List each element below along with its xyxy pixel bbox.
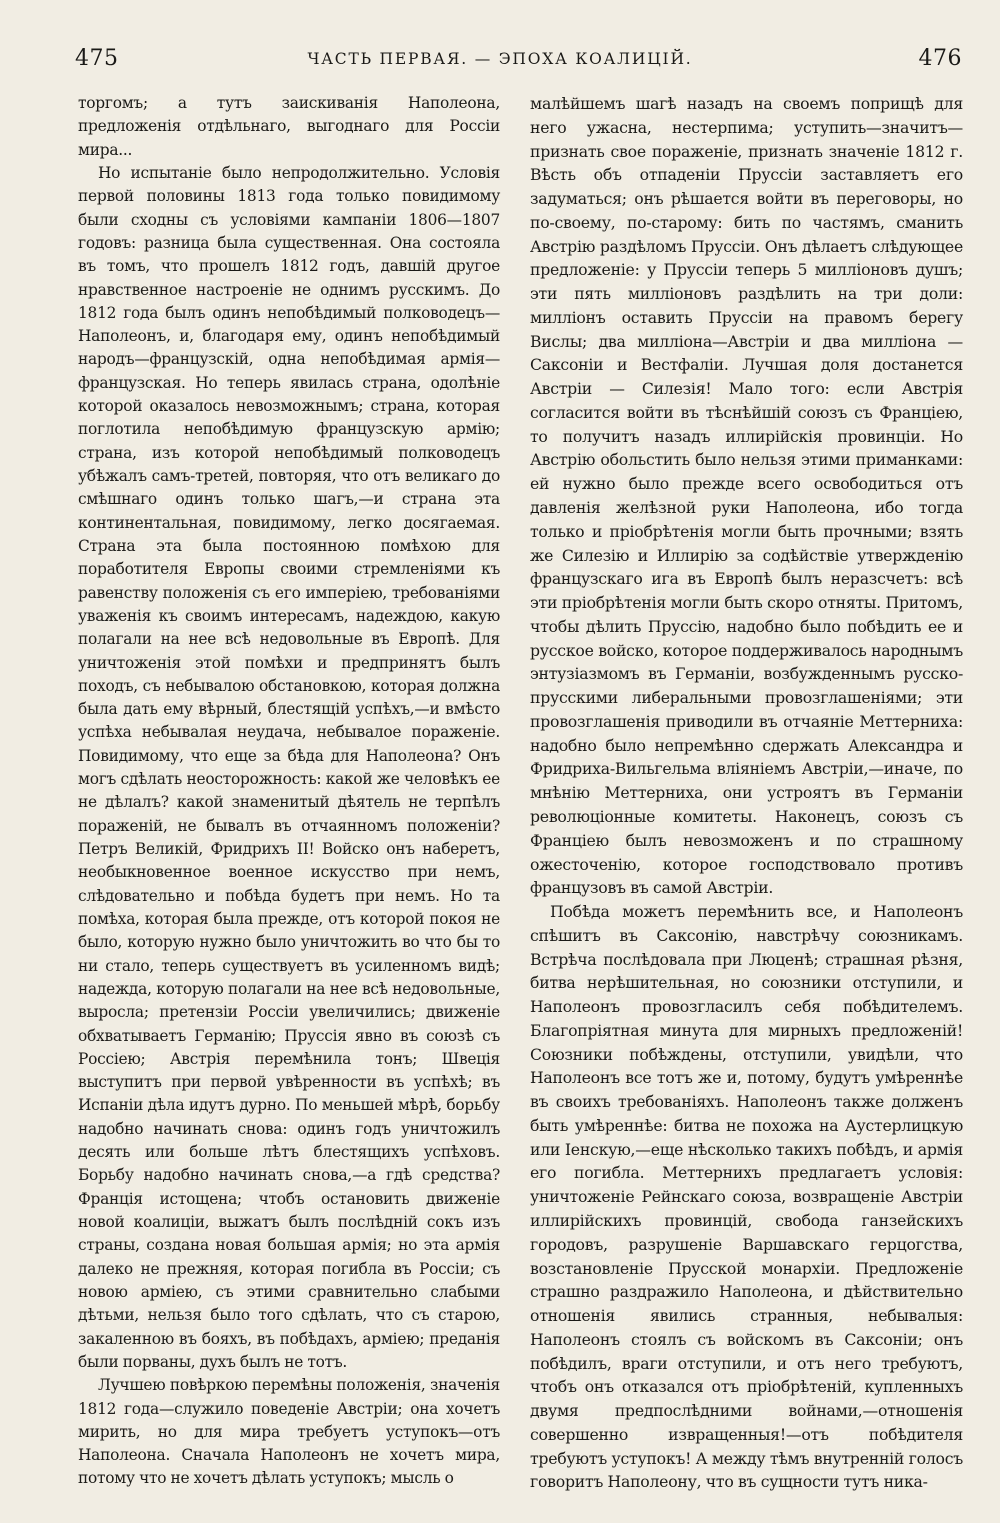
left-paragraph-trial: Но испытаніе было непродолжительно. Условія первой половины 1813 года только повидимому были сходны съ условіями кампаніи 1806—1807 годовъ: разница была существенная. Она состояла въ томъ, что прошелъ 1812 годъ, давшій другое нравственное настроеніе не однимъ русскимъ. До 1812 года былъ одинъ непобѣдимый полководецъ—Наполеонъ, и, благодаря ему, одинъ непобѣдимый народъ—французскій, одна непобѣдимая армія—французская. Но теперь явилась страна, одолѣніе которой оказалось невозможнымъ; страна, которая поглотила непобѣдимую французскую армію; страна, изъ которой непобѣдимый полководецъ убѣжалъ самъ-третей, повторяя, что отъ великаго до смѣшнаго одинъ только шагъ,—и страна эта континентальная, повидимому, легко досягаемая. Страна эта была постоянною помѣхою для поработителя Европы своими стремленіями къ равенству положенія съ его имперіею, требованіями уваженія къ своимъ интересамъ, надеждою, какую полагали на нее всѣ недовольные въ Европѣ. Для уничтоженія этой помѣхи и предпринятъ былъ походъ, съ небывалою обстановкою, которая должна была дать ему вѣрный, блестящій успѣхъ,—и вмѣсто успѣха небывалая неудача, небывалое пораженіе. Повидимому, что еще за бѣда для Наполеона? Онъ могъ сдѣлать неосторожность: какой же человѣкъ ее не дѣлалъ? какой знаменитый дѣятель не терпѣлъ пораженій, не бывалъ въ отчаянномъ положеніи? Петръ Великій, Фридрихъ II! Войско онъ наберетъ, необыкновенное военное искусство при немъ, слѣдовательно и побѣда будетъ при немъ. Но та помѣха, которая была прежде, отъ которой покоя не было, которую нужно было уничтожить во что бы то ни стало, теперь существуетъ въ усиленномъ видѣ; надежда, которую полагали на нее всѣ недовольные, выросла; претензіи Россіи увеличились; движеніе обхватываетъ Германію; Пруссія явно въ союзѣ съ Россіею; Австрія перемѣнила тонъ; Швеція выступитъ при первой увѣренности въ успѣхѣ; въ Испаніи дѣла идутъ дурно. По меньшей мѣрѣ, борьбу надобно начинать снова: одинъ годъ уничтожилъ десять или больше лѣтъ блестящихъ успѣховъ. Борьбу надобно начинать снова,—а гдѣ средства? Франція истощена; чтобъ остановить движеніе новой коалиціи, выжатъ былъ послѣдній сокъ изъ страны, создана новая большая армія; но эта армія далеко не прежняя, которая погибла въ Россіи; съ новою арміею, съ этими сравнительно слабыми дѣтьми, нельзя было того сдѣлать, что съ старою, закаленною въ бояхъ, въ побѣдахъ, арміею; преданія были порваны, духъ былъ не тотъ. <box>78 163 500 1371</box>
left-paragraph-continuation: торгомъ; а тутъ заискиванія Наполеона, предложенія отдѣльнаго, выгоднаго для Россіи мира... <box>78 94 500 159</box>
running-title: ЧАСТЬ ПЕРВАЯ. — ЭПОХА КОАЛИЦІЙ. <box>307 50 693 68</box>
left-page-number: 475 <box>75 46 119 71</box>
right-text-column <box>530 92 963 1494</box>
right-paragraph-victory: Побѣда можетъ перемѣнить все, и Наполеонъ спѣшитъ въ Саксонію, навстрѣчу союзникамъ. Встрѣча послѣдовала при Люценѣ; страшная рѣзня, битва нерѣшительная, но союзники отступили, и Наполеонъ провозгласилъ себя побѣдителемъ. Благопріятная минута для мирныхъ предложеній! Союзники побѣждены, отступили, увидѣли, что Наполеонъ все тотъ же и, потому, будутъ умѣреннѣе въ своихъ требованіяхъ. Наполеонъ также долженъ быть умѣреннѣе: битва не похожа на Аустерлицкую или Іенскую,—еще нѣсколько такихъ побѣдъ, и армія его погибла. Меттернихъ предлагаетъ условія: уничтоженіе Рейнскаго союза, возвращеніе Австріи иллирійскихъ провинцій, свобода ганзейскихъ городовъ, разрушеніе Варшавскаго герцогства, возстановленіе Прусской монархіи. Предложеніе страшно раздражило Наполеона, и дѣйствительно отношенія явились странныя, небывалыя: Наполеонъ стоялъ съ войскомъ въ Саксоніи; онъ побѣдилъ, враги отступили, и отъ него требуютъ, чтобъ онъ отказался отъ пріобрѣтеній, купленныхъ двумя предпослѣдними войнами,—отношенія совершенно извращенныя!—отъ побѣдителя требуютъ уступокъ! А между тѣмъ внутренній голосъ говоритъ Наполеону, что въ сущности тутъ ника- <box>530 902 963 1492</box>
right-paragraph-continuation: малѣйшемъ шагѣ назадъ на своемъ поприщѣ для него ужасна, нестерпима; уступить—значитъ—признать свое пораженіе, признать значеніе 1812 г. Вѣсть объ отпаденіи Пруссіи заставляетъ его задуматься; онъ рѣшается войти въ переговоры, но по-своему, по-старому: бить по частямъ, сманить Австрію раздѣломъ Пруссіи. Онъ дѣлаетъ слѣдующее предложеніе: у Пруссіи теперь 5 милліоновъ душъ; эти пять милліоновъ раздѣлить на три доли: милліонъ оставить Пруссіи на правомъ берегу Вислы; два милліона—Австріи и два милліона — Саксоніи и Вестфаліи. Лучшая доля достанется Австріи — Силезія! Мало того: если Австрія согласится войти въ тѣснѣйшій союзъ съ Франціею, то получитъ назадъ иллирійскія провинціи. Но Австрію обольстить было нельзя этими приманками: ей нужно было прежде всего освободиться отъ давленія желѣзной руки Наполеона, ибо тогда только и пріобрѣтенія могли быть прочными; взять же Силезію и Иллирію за содѣйствіе утвержденію французскаго ига въ Европѣ былъ неразсчетъ: всѣ эти пріобрѣтенія могли быть скоро отняты. Притомъ, чтобы дѣлить Пруссію, надобно было побѣдить ее и русское войско, которое поддерживалось народнымъ энтузіазмомъ въ Германіи, возбужденнымъ русско-прусскими либеральными провозглашеніями; эти провозглашенія приводили въ отчаяніе Меттерниха: надобно было непремѣнно сдержать Александра и Фридриха-Вильгельма вліяніемъ Австріи,—иначе, по мнѣнію Меттерниха, они устроятъ въ Германіи революціонные комитеты. Наконецъ, союзъ съ Франціею былъ невозможенъ и по страшному ожесточенію, которое господствовало противъ французовъ въ самой Австріи. <box>530 94 963 898</box>
left-paragraph-austria: Лучшею повѣркою перемѣны положенія, значенія 1812 года—служило поведеніе Австріи; она хочетъ мирить, но для мира требуетъ уступокъ—отъ Наполеона. Сначала Наполеонъ не хочетъ мира, потому что не хочетъ дѣлать уступокъ; мысль о <box>78 1376 500 1488</box>
left-text-column <box>78 92 500 1491</box>
right-page-number: 476 <box>918 46 962 71</box>
